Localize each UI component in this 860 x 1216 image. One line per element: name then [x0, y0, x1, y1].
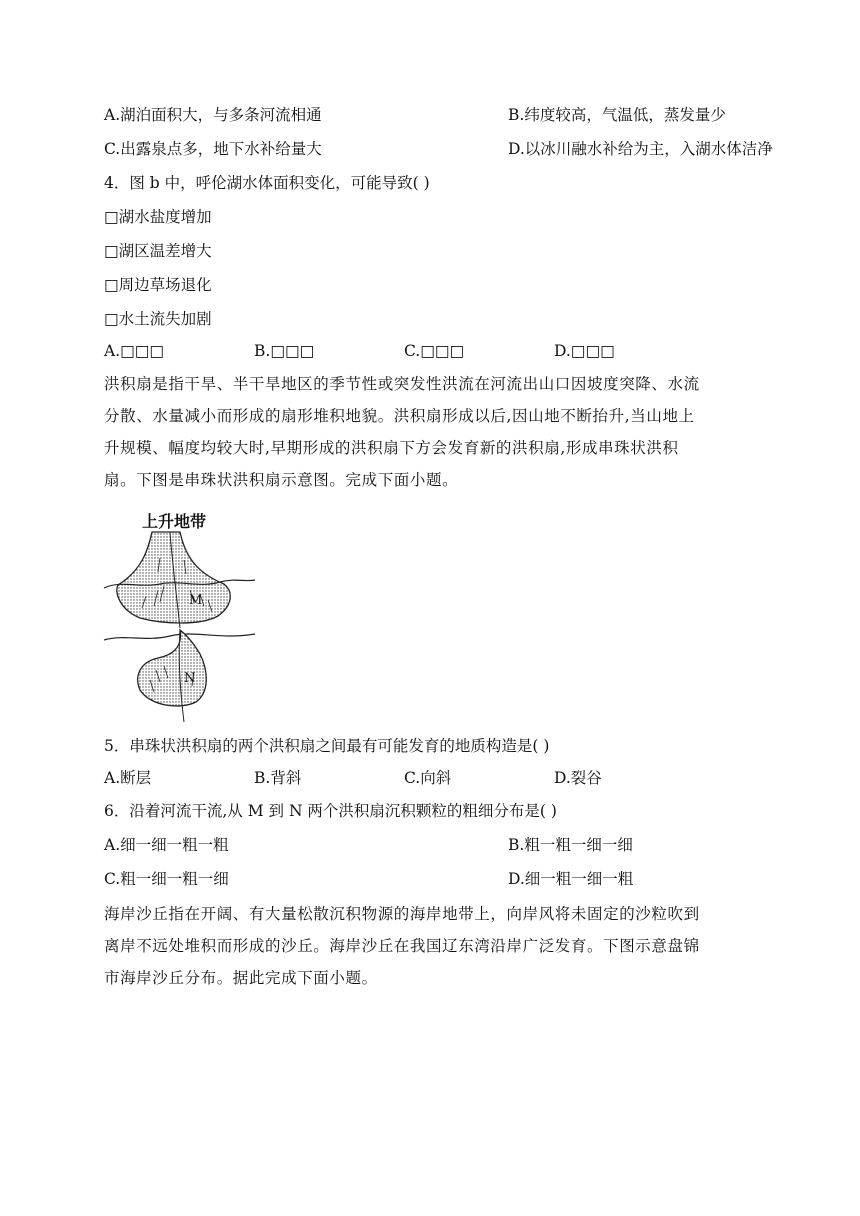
- q5-option-b: B.背斜: [254, 769, 302, 787]
- q6-stem: 6．沿着河流干流,从 M 到 N 两个洪积扇沉积颗粒的粗细分布是( ): [104, 802, 557, 820]
- label-m: M: [189, 593, 203, 608]
- passage-line: 市海岸沙丘分布。据此完成下面小题。: [104, 969, 378, 987]
- q4-option-d: D.□□□: [554, 342, 615, 360]
- q6-option-d: D.细一粗一细一粗: [508, 870, 634, 888]
- q4-option-a: A.□□□: [104, 342, 165, 360]
- label-n: N: [184, 671, 196, 686]
- passage-line: 升规模、幅度均较大时,早期形成的洪积扇下方会发育新的洪积扇,形成串珠状洪积: [104, 439, 679, 457]
- q4-stem: 4．图 b 中，呼伦湖水体面积变化，可能导致( ): [104, 174, 430, 192]
- alluvial-fan-diagram: [100, 530, 260, 725]
- q4-item-3: □周边草场退化: [104, 276, 212, 294]
- q5-option-c: C.向斜: [404, 769, 452, 787]
- q4-option-c: C.□□□: [404, 342, 465, 360]
- passage-line: 分散、水量减小而形成的扇形堆积地貌。洪积扇形成以后,因山地不断抬升,当山地上: [104, 407, 695, 425]
- q3-option-d: D.以冰川融水补给为主，入湖水体洁净: [508, 140, 773, 158]
- passage-line: 洪积扇是指干旱、半干旱地区的季节性或突发性洪流在河流出山口因坡度突降、水流: [104, 375, 700, 393]
- q3-option-row-1: [104, 104, 726, 126]
- fan-m: [117, 532, 230, 623]
- passage-alluvial-fan: [104, 368, 756, 496]
- passage-coastal-dunes: [104, 898, 756, 994]
- q6-option-b: B.粗一粗一细一细: [508, 836, 633, 854]
- q5-option-a: A.断层: [104, 769, 152, 787]
- passage-line: 海岸沙丘指在开阔、有大量松散沉积物源的海岸地带上，向岸风将未固定的沙粒吹到: [104, 905, 700, 923]
- passage-line: 扇。下图是串珠状洪积扇示意图。完成下面小题。: [104, 471, 459, 489]
- q3-option-c: C.出露泉点多，地下水补给量大: [104, 140, 322, 158]
- q6-option-c: C.粗一细一粗一细: [104, 870, 229, 888]
- q6-option-a: A.细一细一粗一粗: [104, 836, 229, 854]
- q4-item-4: □水土流失加剧: [104, 310, 212, 328]
- passage-line: 离岸不远处堆积而形成的沙丘。海岸沙丘在我国辽东湾沿岸广泛发育。下图示意盘锦: [104, 937, 700, 955]
- q3-option-row-2: [104, 138, 773, 160]
- q5-stem: 5．串珠状洪积扇的两个洪积扇之间最有可能发育的地质构造是( ): [104, 737, 550, 755]
- q6-option-row-2: [104, 868, 634, 890]
- q4-option-b: B.□□□: [254, 342, 315, 360]
- q4-item-2: □湖区温差增大: [104, 242, 212, 260]
- q3-option-b: B.纬度较高，气温低，蒸发量少: [508, 106, 726, 124]
- q4-item-1: □湖水盐度增加: [104, 208, 212, 226]
- figure-title: 上升地带: [142, 512, 207, 531]
- q3-option-a: A.湖泊面积大，与多条河流相通: [104, 106, 322, 124]
- q5-option-d: D.裂谷: [554, 769, 602, 787]
- fan-n: [138, 630, 207, 706]
- q6-option-row-1: [104, 834, 633, 856]
